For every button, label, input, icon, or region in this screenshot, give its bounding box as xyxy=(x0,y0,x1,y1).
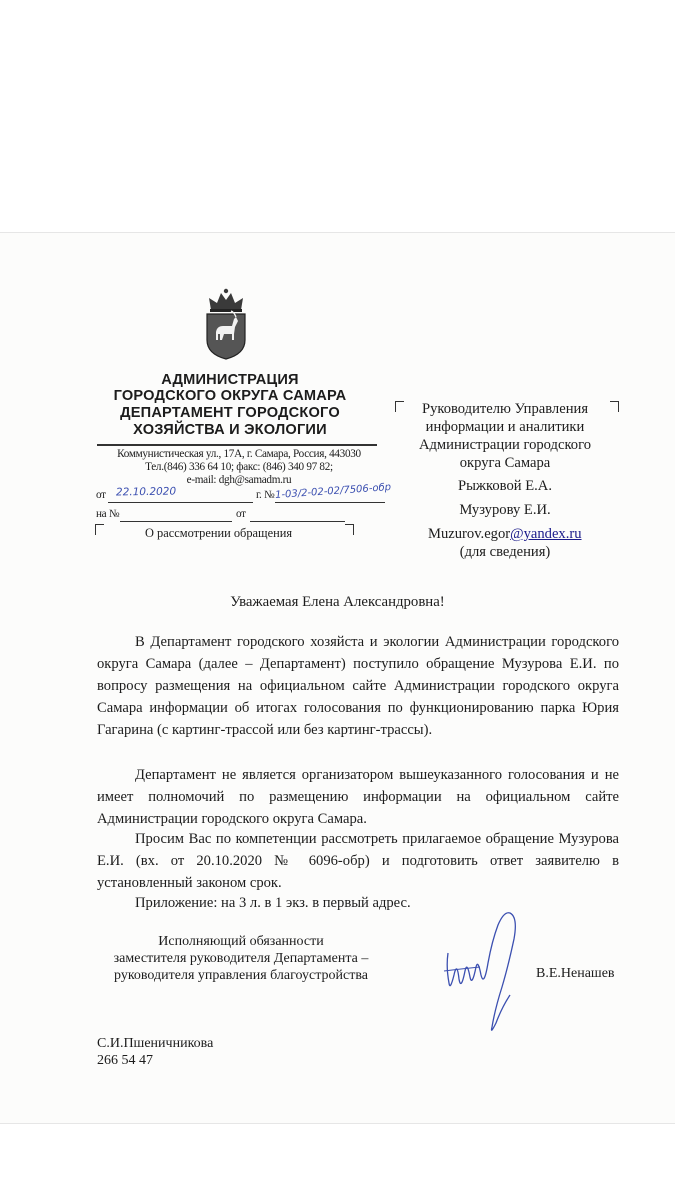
recipient-email-user: Muzurov.egor xyxy=(428,526,511,542)
recipient-line-4: округа Самара xyxy=(459,455,551,471)
reg-incoming-date-line xyxy=(250,521,345,522)
samara-coat-of-arms xyxy=(203,288,249,360)
recipient-name-2: Музурову Е.И. xyxy=(459,502,551,518)
subject-bracket-right xyxy=(345,524,354,535)
department-line-2: ХОЗЯЙСТВА И ЭКОЛОГИИ xyxy=(133,422,327,438)
letter-paragraph-3: Просим Вас по компетенции рассмотреть прилагаемое обращение Музурова Е.И. (вх. от 20.10.2020 № 6096-обр) и подготовить ответ заявителю в установленный законом срок. xyxy=(97,831,619,891)
reg-from-label: от xyxy=(96,489,106,501)
reg-incoming-from-label: от xyxy=(236,508,246,520)
recipient-line-2: информации и аналитики xyxy=(425,419,585,435)
header-divider xyxy=(97,444,377,446)
recipient-line-3: Администрации городского xyxy=(418,437,592,453)
org-address: Коммунистическая ул., 17А, г. Самара, Россия, 443030 xyxy=(117,448,361,460)
reg-date-handwritten: 22.10.2020 xyxy=(115,485,177,499)
executor-phone: 266 54 47 xyxy=(97,1053,153,1068)
department-line-1: ДЕПАРТАМЕНТ ГОРОДСКОГО xyxy=(120,405,340,421)
handwritten-signature xyxy=(440,905,530,1035)
recipient-line-1: Руководителю Управления xyxy=(421,401,589,417)
recipient-note: (для сведения) xyxy=(459,544,551,560)
recipient-email xyxy=(428,526,582,543)
signatory-title-3: руководителя управления благоустройства xyxy=(114,968,368,983)
letter-attachment: Приложение: на 3 л. в 1 экз. в первый адрес. xyxy=(135,895,411,911)
signatory-name: В.Е.Ненашев xyxy=(536,966,615,981)
executor-name: С.И.Пшеничникова xyxy=(97,1036,214,1051)
letter-paragraph-2: Департамент не является организатором вышеуказанного голосования и не имеет полномочий по размещению информации на официальном сайте Администрации городского округа Самара. xyxy=(97,767,619,827)
recipient-bracket-right xyxy=(610,401,619,412)
reg-number-label: г. № xyxy=(256,489,275,501)
signatory-title-1: Исполняющий обязанности xyxy=(158,934,324,949)
letter-paragraph-1: В Департамент городского хозяйста и экологии Администрации городского округа Самара (далее – Департамент) поступило обращение Музурова Е.И. по вопросу размещения на официальном сайте Администрации городского округа Самара информации об итогах голосования по функционированию парка Юрия Гагарина (с картинг-трассой или без картинг-трассы). xyxy=(97,634,619,738)
recipient-name-1: Рыжковой Е.А. xyxy=(458,478,552,494)
reg-incoming-line xyxy=(120,521,232,522)
recipient-email-domain[interactable]: @yandex.ru xyxy=(510,526,582,542)
reg-number-handwritten: 1-03/2-02-02/7506-обр xyxy=(274,481,392,502)
org-name-line-2: ГОРОДСКОГО ОКРУГА САМАРА xyxy=(113,388,347,404)
org-email: e-mail: dgh@samadm.ru xyxy=(186,474,292,486)
reg-date-line xyxy=(108,502,253,503)
subject-bracket-left xyxy=(95,524,104,535)
letter-greeting: Уважаемая Елена Александровна! xyxy=(230,594,445,610)
subject-line: О рассмотрении обращения xyxy=(145,526,293,540)
org-phone: Тел.(846) 336 64 10; факс: (846) 340 97 82; xyxy=(145,461,333,473)
org-name-line-1: АДМИНИСТРАЦИЯ xyxy=(161,372,299,388)
signatory-title-2: заместителя руководителя Департамента – xyxy=(113,951,369,966)
reg-number-line xyxy=(275,502,385,503)
reg-incoming-label: на № xyxy=(96,508,120,520)
